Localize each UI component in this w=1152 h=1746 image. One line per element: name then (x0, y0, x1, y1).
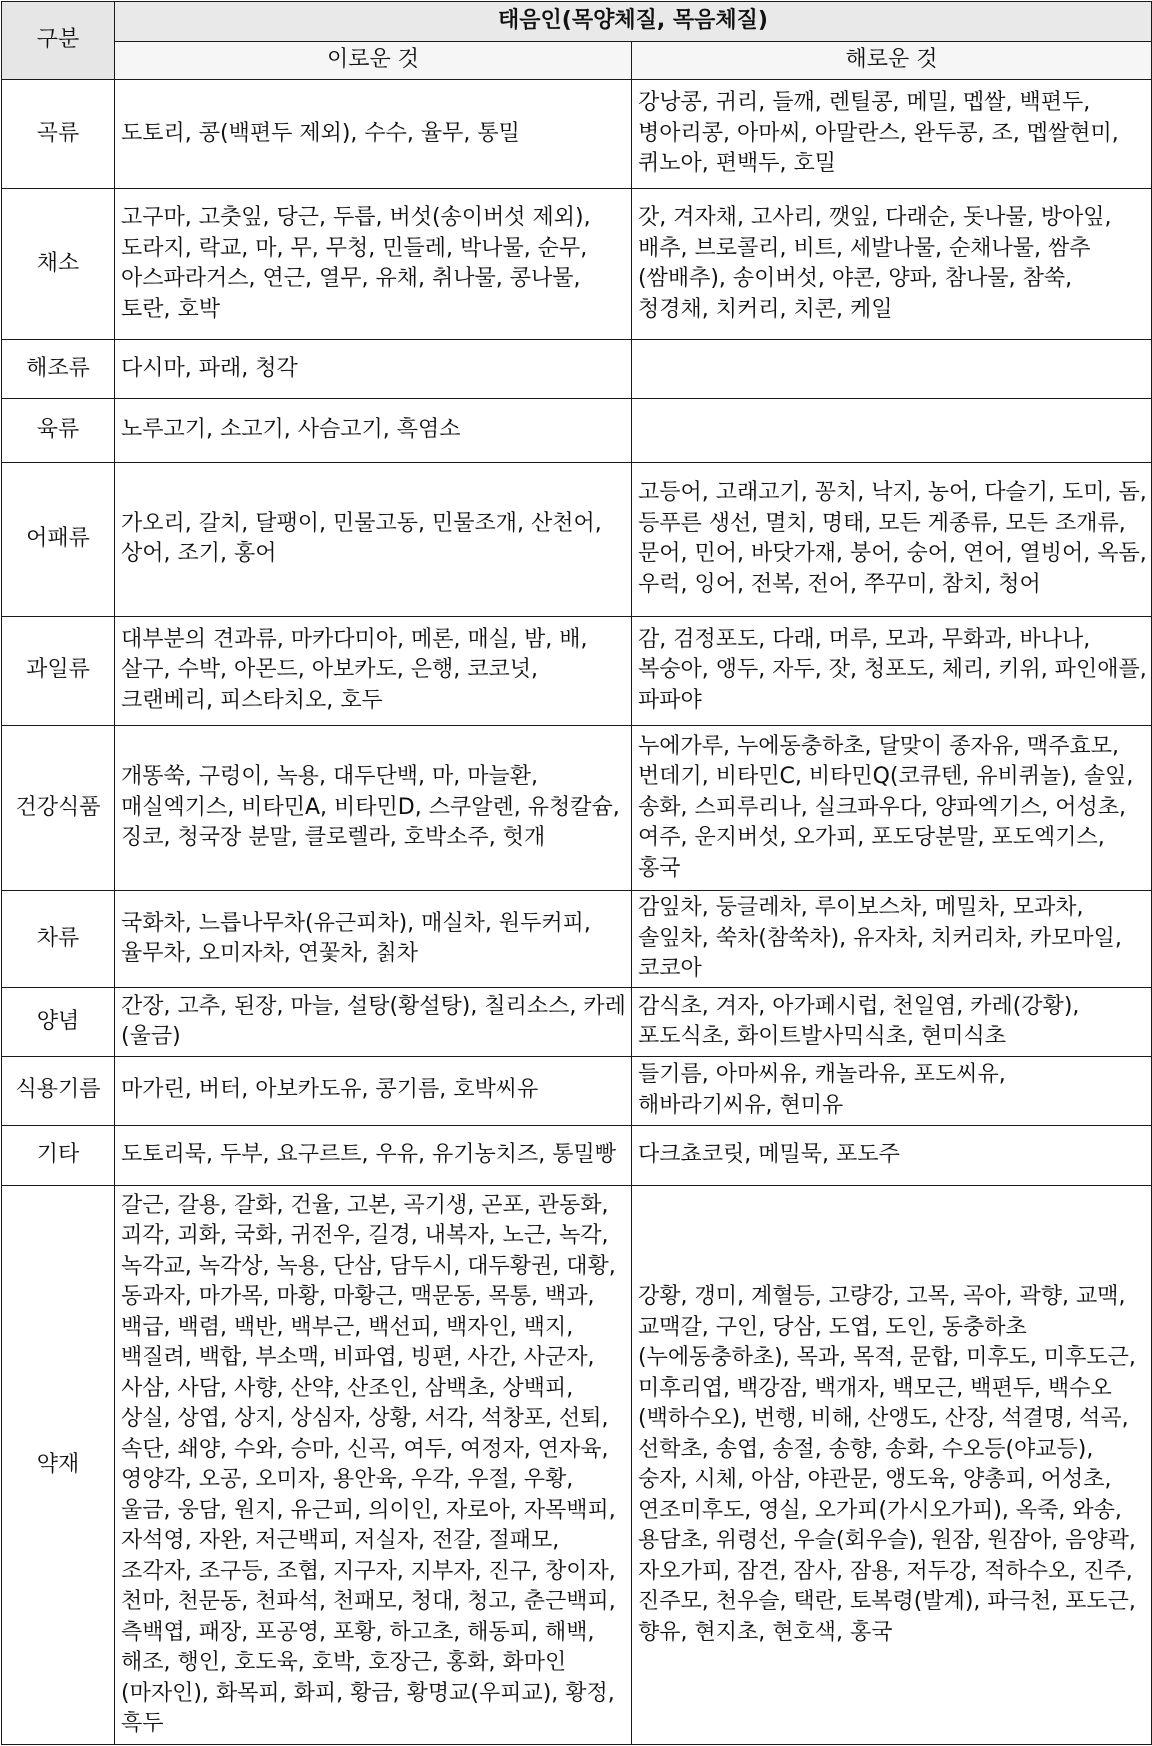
harmful-cell (632, 340, 1152, 399)
table-row (2, 80, 1152, 189)
beneficial-cell: 가오리, 갈치, 달팽이, 민물고동, 민물조개, 산천어, 상어, 조기, 홍어 (115, 463, 632, 616)
table-row (2, 616, 1152, 725)
beneficial-cell: 노루고기, 소고기, 사슴고기, 흑염소 (115, 398, 632, 463)
category-cell: 육류 (2, 398, 115, 463)
beneficial-cell: 마가린, 버터, 아보카도유, 콩기름, 호박씨유 (115, 1056, 632, 1125)
table-row (2, 188, 1152, 339)
category-cell: 약재 (2, 1186, 115, 1745)
category-cell: 기타 (2, 1125, 115, 1186)
beneficial-cell: 다시마, 파래, 청각 (115, 340, 632, 399)
table-row (2, 725, 1152, 890)
harmful-cell: 감잎차, 둥글레차, 루이보스차, 메밀차, 모과차, 솔잎차, 쑥차(참쑥차), 유자차, 치커리차, 카모마일, 코코아 (632, 891, 1152, 988)
category-cell: 차류 (2, 891, 115, 988)
table-row (2, 988, 1152, 1057)
beneficial-cell: 개똥쑥, 구렁이, 녹용, 대두단백, 마, 마늘환, 매실엑기스, 비타민A, 비타민D, 스쿠알렌, 유청칼슘, 징코, 청국장 분말, 클로렐라, 호박소주, 헛개 (115, 725, 632, 890)
table-row (2, 1125, 1152, 1186)
category-cell: 해조류 (2, 340, 115, 399)
harmful-cell: 들기름, 아마씨유, 캐놀라유, 포도씨유, 해바라기씨유, 현미유 (632, 1056, 1152, 1125)
harmful-cell: 고등어, 고래고기, 꽁치, 낙지, 농어, 다슬기, 도미, 돔, 등푸른 생선, 멸치, 명태, 모든 게종류, 모든 조개류, 문어, 민어, 바닷가재, 붕어, 숭어, 연어, 열빙어, 옥돔, 우럭, 잉어, 전복, 전어, 쭈꾸미, 참치, 청어 (632, 463, 1152, 616)
table-row (2, 398, 1152, 463)
table-row (2, 1186, 1152, 1745)
beneficial-column-header: 이로운 것 (115, 42, 632, 80)
table-row (2, 463, 1152, 616)
beneficial-cell: 고구마, 고춧잎, 당근, 두릅, 버섯(송이버섯 제외), 도라지, 락교, 마, 무, 무청, 민들레, 박나물, 순무, 아스파라거스, 연근, 열무, 유채, 취나물, 콩나물, 토란, 호박 (115, 188, 632, 339)
table-title: 태음인(목양체질, 목음체질) (115, 2, 1152, 42)
category-cell: 곡류 (2, 80, 115, 189)
harmful-cell: 누에가루, 누에동충하초, 달맞이 종자유, 맥주효모, 번데기, 비타민C, 비타민Q(코큐텐, 유비퀴놀), 솔잎, 송화, 스피루리나, 실크파우다, 양파엑기스, 어성초, 여주, 운지버섯, 오가피, 포도당분말, 포도엑기스, 홍국 (632, 725, 1152, 890)
taeeumin-food-table (1, 1, 1152, 1745)
beneficial-cell: 도토리, 콩(백편두 제외), 수수, 율무, 통밀 (115, 80, 632, 189)
category-cell: 채소 (2, 188, 115, 339)
beneficial-cell: 대부분의 견과류, 마카다미아, 메론, 매실, 밤, 배, 살구, 수박, 아몬드, 아보카도, 은행, 코코넛, 크랜베리, 피스타치오, 호두 (115, 616, 632, 725)
category-cell: 식용기름 (2, 1056, 115, 1125)
category-cell: 양념 (2, 988, 115, 1057)
harmful-cell: 다크쵸코릿, 메밀묵, 포도주 (632, 1125, 1152, 1186)
harmful-column-header: 해로운 것 (632, 42, 1152, 80)
beneficial-cell: 간장, 고추, 된장, 마늘, 설탕(황설탕), 칠리소스, 카레(울금) (115, 988, 632, 1057)
harmful-cell (632, 398, 1152, 463)
category-column-header: 구분 (2, 2, 115, 80)
harmful-cell: 감식초, 겨자, 아가페시럽, 천일염, 카레(강황), 포도식초, 화이트발사믹식초, 현미식초 (632, 988, 1152, 1057)
table-row (2, 340, 1152, 399)
table-row (2, 1056, 1152, 1125)
category-cell: 건강식품 (2, 725, 115, 890)
table-row (2, 891, 1152, 988)
beneficial-cell: 국화차, 느릅나무차(유근피차), 매실차, 원두커피, 율무차, 오미자차, 연꽃차, 칡차 (115, 891, 632, 988)
harmful-cell: 감, 검정포도, 다래, 머루, 모과, 무화과, 바나나, 복숭아, 앵두, 자두, 잣, 청포도, 체리, 키위, 파인애플, 파파야 (632, 616, 1152, 725)
harmful-cell: 강황, 갱미, 계혈등, 고량강, 고목, 곡아, 곽향, 교맥, 교맥갈, 구인, 당삼, 도엽, 도인, 동충하초(누에동충하초), 목과, 목적, 문합, 미후도, 미후도근, 미후리엽, 백강잠, 백개자, 백모근, 백편두, 백수오(백하수오), 번행, 비해, 산앵도, 산장, 석결명, 석곡, 선학초, 송엽, 송절, 송향, 송화, 수오등(야교등), 숭자, 시체, 아삼, 야관문, 앵도육, 양총피, 어성초, 연조미후도, 영실, 오가피(가시오가피), 옥죽, 와송, 용담초, 위령선, 우슬(회우슬), 원잠, 원잠아, 음양곽, 자오가피, 잠견, 잠사, 잠용, 저두강, 적하수오, 진주, 진주모, 천우슬, 택란, 토복령(발계), 파극천, 포도근, 향유, 현지초, 현호색, 홍국 (632, 1186, 1152, 1745)
harmful-cell: 강낭콩, 귀리, 들깨, 렌틸콩, 메밀, 멥쌀, 백편두, 병아리콩, 아마씨, 아말란스, 완두콩, 조, 멥쌀현미, 퀴노아, 편백두, 호밀 (632, 80, 1152, 189)
beneficial-cell: 갈근, 갈용, 갈화, 건율, 고본, 곡기생, 곤포, 관동화, 괴각, 괴화, 국화, 귀전우, 길경, 내복자, 노근, 녹각, 녹각교, 녹각상, 녹용, 단삼, 담두시, 대두황권, 대황, 동과자, 마가목, 마황, 마황근, 맥문동, 목통, 백과, 백급, 백렴, 백반, 백부근, 백선피, 백자인, 백지, 백질려, 백합, 부소맥, 비파엽, 빙편, 사간, 사군자, 사삼, 사담, 사향, 산약, 산조인, 삼백초, 상백피, 상실, 상엽, 상지, 상심자, 상황, 서각, 석창포, 선퇴, 속단, 쇄양, 수와, 승마, 신곡, 여두, 여정자, 연자육, 영양각, 오공, 오미자, 용안육, 우각, 우절, 우황, 울금, 웅담, 원지, 유근피, 의이인, 자로아, 자목백피, 자석영, 자완, 저근백피, 저실자, 전갈, 절패모, 조각자, 조구등, 조협, 지구자, 지부자, 진구, 창이자, 천마, 천문동, 천파석, 천패모, 청대, 청고, 춘근백피, 측백엽, 패장, 포공영, 포황, 하고초, 해동피, 해백, 해조, 행인, 호도육, 호박, 호장근, 홍화, 화마인(마자인), 화목피, 화피, 황금, 황명교(우피교), 황정, 흑두 (115, 1186, 632, 1745)
category-cell: 어패류 (2, 463, 115, 616)
harmful-cell: 갓, 겨자채, 고사리, 깻잎, 다래순, 돗나물, 방아잎, 배추, 브로콜리, 비트, 세발나물, 순채나물, 쌈추(쌈배추), 송이버섯, 야콘, 양파, 참나물, 참쑥, 청경채, 치커리, 치콘, 케일 (632, 188, 1152, 339)
category-cell: 과일류 (2, 616, 115, 725)
beneficial-cell: 도토리묵, 두부, 요구르트, 우유, 유기농치즈, 통밀빵 (115, 1125, 632, 1186)
